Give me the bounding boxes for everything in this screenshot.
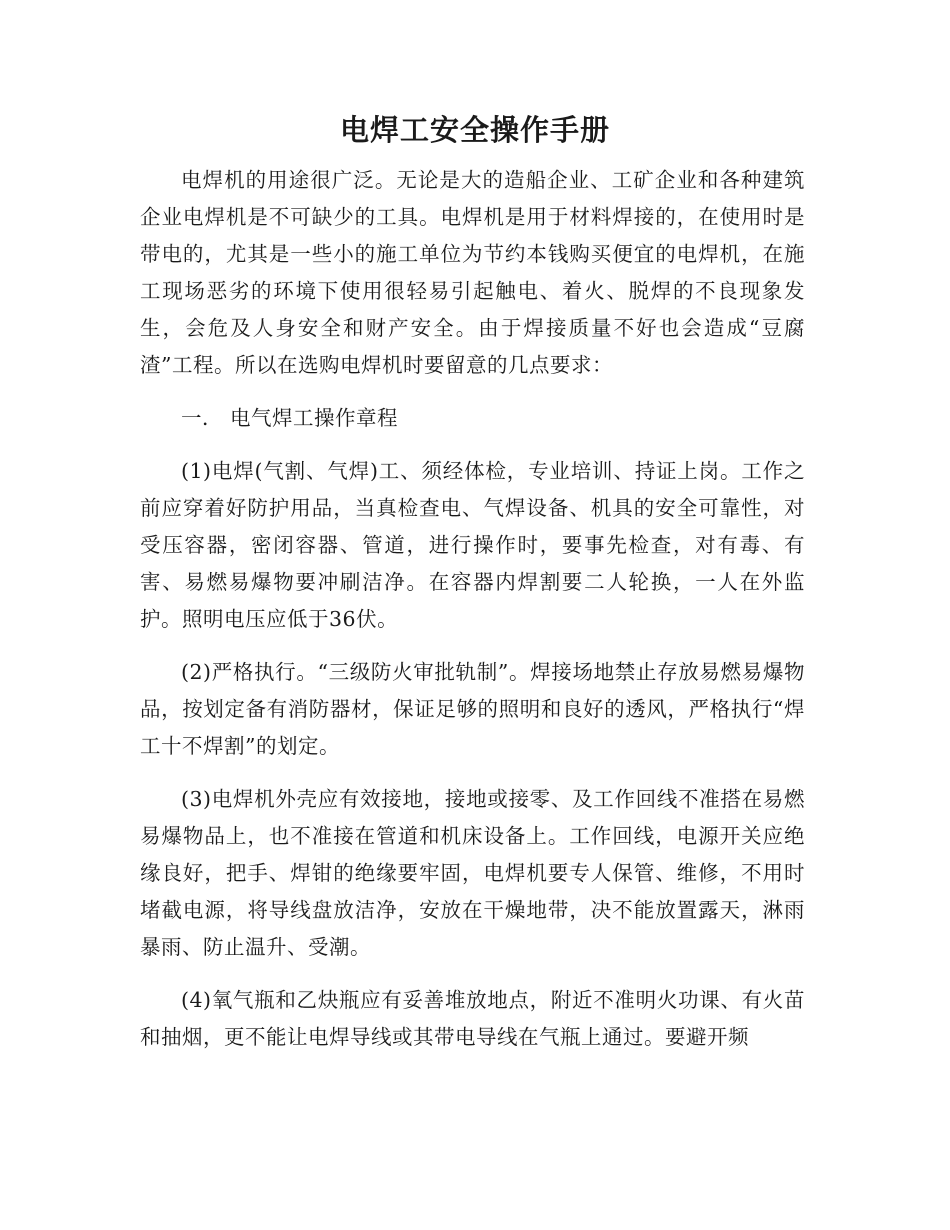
list-item: (1)电焊(气割、气焊)工、须经体检，专业培训、持证上岗。工作之前应穿着好防护用品，当真检查电、气焊设备、机具的安全可靠性，对受压容器，密闭容器、管道，进行操作时，要事先检查，对有毒、有害、易燃易爆物要冲刷洁净。在容器内焊割要二人轮换，一人在外监护。照明电压应低于36伏。: [140, 459, 805, 631]
list-item: (4)氧气瓶和乙炔瓶应有妥善堆放地点，附近不准明火功课、有火苗和抽烟，更不能让电焊导线或其带电导线在气瓶上通过。要避开频: [140, 988, 805, 1049]
list-item: (2)严格执行。“三级防火审批轨制”。焊接场地禁止存放易燃易爆物品，按划定备有消防器材，保证足够的照明和良好的透风，严格执行“焊工十不焊割”的划定。: [140, 660, 805, 758]
document-title: 电焊工安全操作手册: [339, 113, 610, 147]
list-item: (3)电焊机外壳应有效接地，接地或接零、及工作回线不准搭在易燃易爆物品上，也不准接在管道和机床设备上。工作回线，电源开关应绝缘良好，把手、焊钳的绝缘要牢固，电焊机要专人保管、维修，不用时堵截电源，将导线盘放洁净，安放在干燥地带，决不能放置露天，淋雨暴雨、防止温升、受潮。: [140, 787, 805, 959]
section-heading: 一． 电气焊工操作章程: [181, 406, 399, 430]
intro-paragraph: 电焊机的用途很广泛。无论是大的造船企业、工矿企业和各种建筑企业电焊机是不可缺少的工具。电焊机是用于材料焊接的，在使用时是带电的，尤其是一些小的施工单位为节约本钱购买便宜的电焊机，在施工现场恶劣的环境下使用很轻易引起触电、着火、脱焊的不良现象发生，会危及人身安全和财产安全。由于焊接质量不好也会造成“豆腐渣”工程。所以在选购电焊机时要留意的几点要求：: [140, 168, 805, 377]
document-body: [140, 162, 805, 1072]
